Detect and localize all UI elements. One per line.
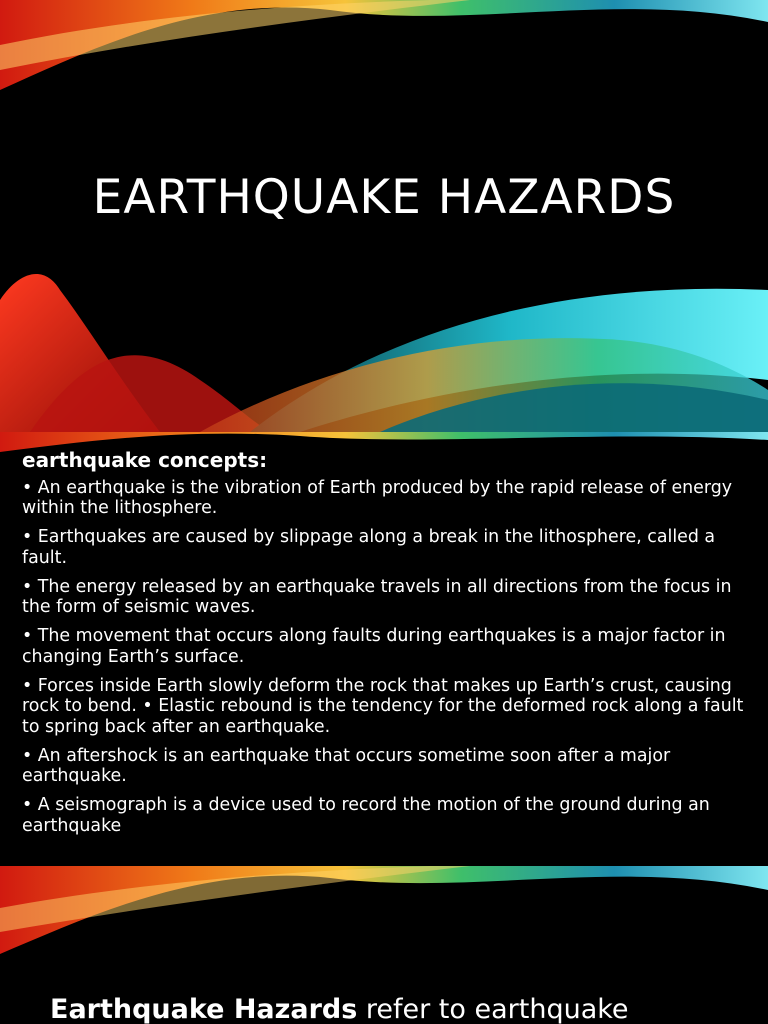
concepts-heading: earthquake concepts: (22, 448, 268, 472)
list-item: • The movement that occurs along faults during earthquakes is a major factor in changing Earth’s surface. (22, 626, 726, 667)
slide-title: EARTHQUAKE HAZARDS (92, 170, 676, 225)
concepts-list (22, 450, 752, 845)
list-item: • The energy released by an earthquake travels in all directions from the focus in the form of seismic waves. (22, 576, 732, 617)
list-item: • A seismograph is a device used to record the motion of the ground during an earthquake (22, 795, 710, 836)
hazards-term: Earthquake Hazards (50, 994, 358, 1024)
hazards-text: refer to earthquake (357, 994, 629, 1024)
hazards-intro (50, 994, 629, 1024)
hazards-slide (0, 866, 768, 1024)
list-item: • An earthquake is the vibration of Earth produced by the rapid release of energy within the lithosphere. (22, 477, 733, 518)
list-item: • Forces inside Earth slowly deform the rock that makes up Earth’s crust, causing rock to bend. • Elastic rebound is the tendency for the deformed rock along a fault to spring back after an earthquake. (22, 675, 744, 737)
concepts-slide (0, 432, 768, 866)
list-item: • Earthquakes are caused by slippage along a break in the lithosphere, called a fault. (22, 527, 716, 568)
title-slide (0, 0, 768, 432)
list-item: • An aftershock is an earthquake that occurs sometime soon after a major earthquake. (22, 745, 671, 786)
